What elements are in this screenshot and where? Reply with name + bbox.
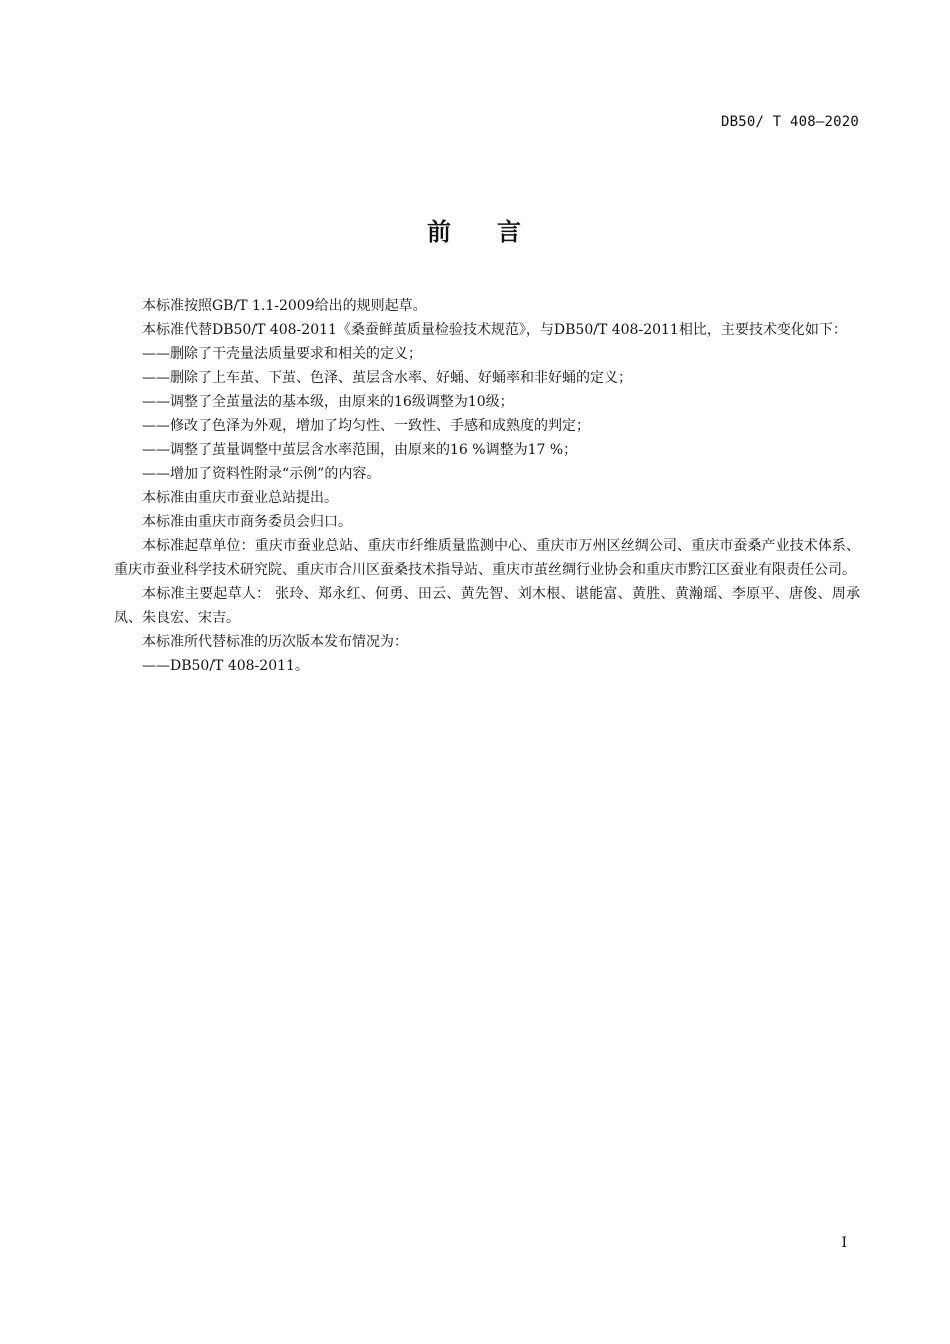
title-char-1: 前 (427, 218, 453, 246)
change-item: ——调整了全茧量法的基本级，由原来的16级调整为10级； (142, 394, 514, 410)
paragraph-replacement: 本标准代替DB50/T 408-2011《桑蚕鲜茧质量检验技术规范》，与DB50/T 408-2011相比，主要技术变化如下： (142, 322, 847, 338)
page-number: I (841, 1235, 847, 1251)
paragraph-proposer: 本标准由重庆市蚕业总站提出。 (142, 490, 338, 506)
paragraph-history-item: ——DB50/T 408-2011。 (142, 658, 309, 674)
paragraph-drafters: 本标准主要起草人： 张玲、郑永红、何勇、田云、黄先智、刘木根、谌能富、黄胜、黄瀚瑶、李原平、唐俊、周承凤、朱良宏、宋吉。 (114, 586, 860, 626)
change-item: ——删除了上车茧、下茧、色泽、茧层含水率、好蛹、好蛹率和非好蛹的定义； (142, 370, 632, 386)
change-item: ——调整了茧量调整中茧层含水率范围，由原来的16 %调整为17 %； (142, 442, 578, 458)
change-item: ——删除了干壳量法质量要求和相关的定义； (142, 346, 422, 362)
paragraph-centralized: 本标准由重庆市商务委员会归口。 (142, 514, 352, 530)
foreword-body (114, 294, 860, 678)
change-item: ——修改了色泽为外观，增加了均匀性、一致性、手感和成熟度的判定； (142, 418, 590, 434)
title-char-2: 言 (497, 218, 523, 246)
change-item: ——增加了资料性附录“示例”的内容。 (142, 466, 381, 482)
paragraph-drafting-units: 本标准起草单位：重庆市蚕业总站、重庆市纤维质量监测中心、重庆市万州区丝绸公司、重庆市蚕桑产业技术体系、重庆市蚕业科学技术研究院、重庆市合川区蚕桑技术指导站、重庆市茧丝绸行业协会和重庆市黔江区蚕业有限责任公司。 (114, 538, 860, 578)
document-code: DB50/ T 408—2020 (720, 114, 859, 130)
page-title (0, 212, 950, 247)
paragraph-history-intro: 本标准所代替标准的历次版本发布情况为： (142, 634, 408, 650)
paragraph-drafting-rules: 本标准按照GB/T 1.1-2009给出的规则起草。 (142, 298, 427, 314)
